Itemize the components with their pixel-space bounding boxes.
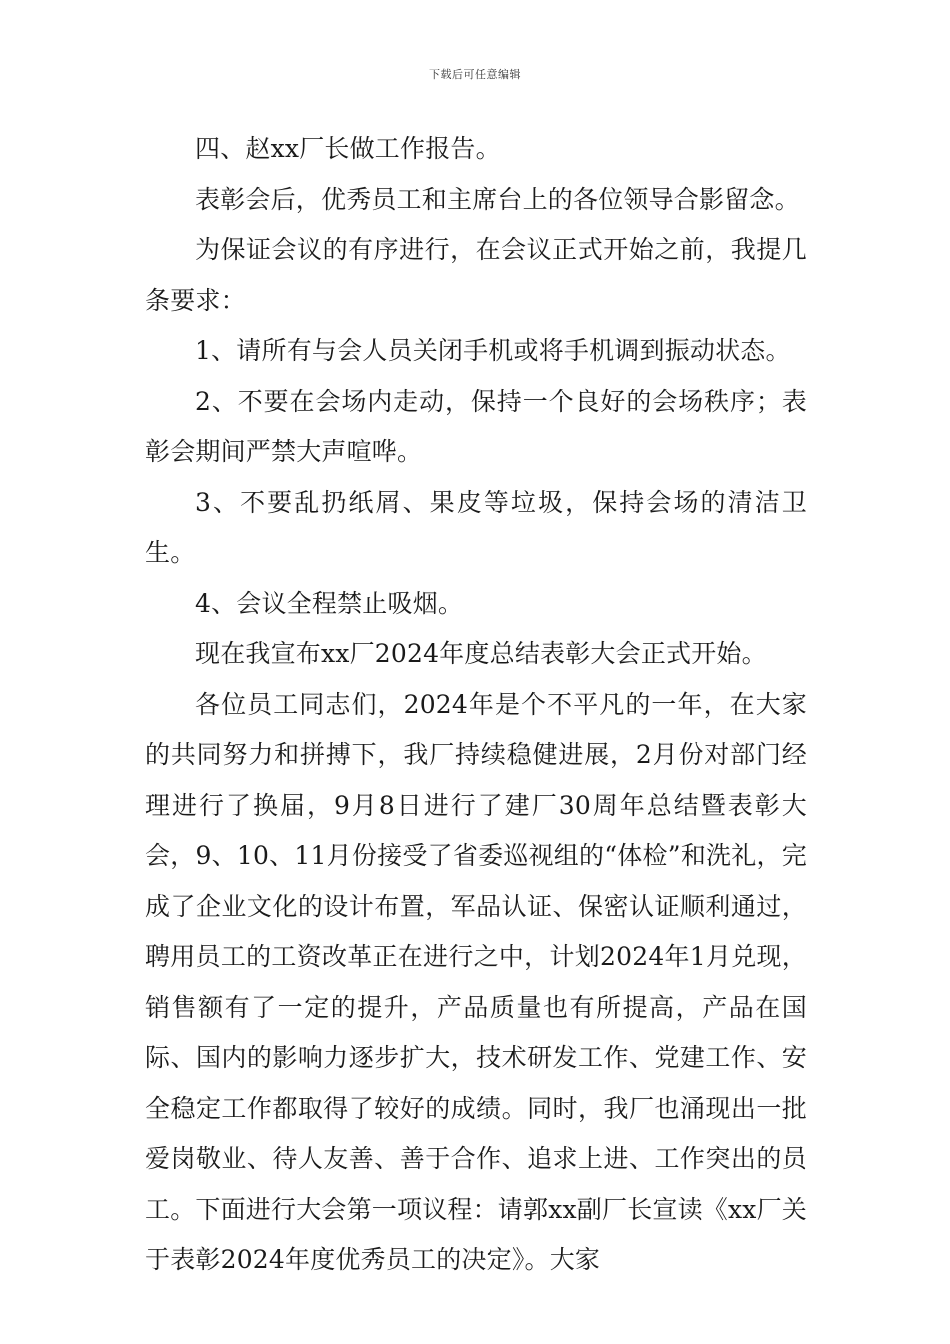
paragraph-requirements-intro: 为保证会议的有序进行，在会议正式开始之前，我提几条要求：	[145, 235, 807, 315]
page-header-note: 下载后可任意编辑	[429, 68, 521, 81]
paragraph-annual-summary: 各位员工同志们，2024年是个不平凡的一年，在大家的共同努力和拼搏下，我厂持续稳健进展，2月份对部门经理进行了换届，9月8日进行了建厂30周年总结暨表彰大会，9、10、11月份接受了省委巡视组的“体检”和洗礼，完成了企业文化的设计布置，军品认证、保密认证顺利通过，聘用员工的工资改革正在进行之中，计划2024年1月兑现，销售额有了一定的提升，产品质量也有所提高，产品在国际、国内的影响力逐步扩大，技术研发工作、党建工作、安全稳定工作都取得了较好的成绩。同时，我厂也涌现出一批爱岗敬业、待人友善、善于合作、追求上进、工作突出的员工。下面进行大会第一项议程：请郭xx副厂长宣读《xx厂关于表彰2024年度优秀员工的决定》。大家	[145, 689, 807, 1274]
paragraph-requirement-3: 3、不要乱扔纸屑、果皮等垃圾，保持会场的清洁卫生。	[145, 487, 807, 567]
document-body	[145, 124, 807, 1286]
paragraph-requirement-2: 2、不要在会场内走动，保持一个良好的会场秩序；表彰会期间严禁大声喧哗。	[145, 386, 807, 466]
paragraph-requirement-4: 4、会议全程禁止吸烟。	[195, 588, 464, 618]
paragraph-group-photo: 表彰会后，优秀员工和主席台上的各位领导合影留念。	[195, 184, 800, 214]
paragraph-agenda-item-4: 四、赵xx厂长做工作报告。	[195, 134, 501, 163]
paragraph-requirement-1: 1、请所有与会人员关闭手机或将手机调到振动状态。	[195, 336, 791, 365]
paragraph-meeting-start: 现在我宣布xx厂2024年度总结表彰大会正式开始。	[195, 639, 767, 668]
